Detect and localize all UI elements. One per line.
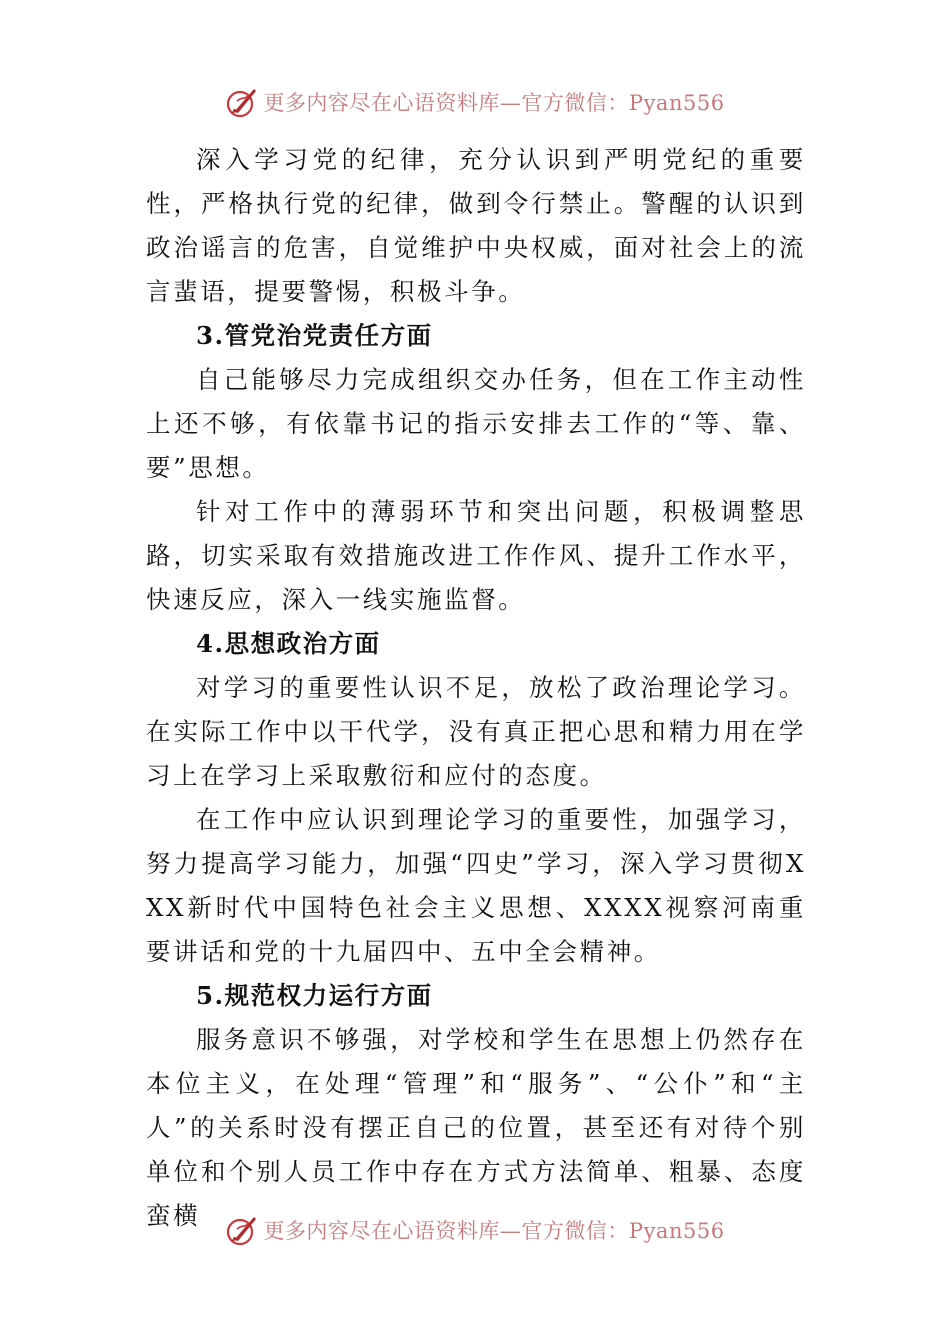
section-heading-4: 4.思想政治方面 xyxy=(196,629,381,658)
paragraph-responsibility-issue: 自己能够尽力完成组织交办任务，但在工作主动性上还不够，有依靠书记的指示安排去工作的“等、靠、要”思想。 xyxy=(146,365,806,482)
paragraph-study-measure: 在工作中应认识到理论学习的重要性，加强学习，努力提高学习能力，加强“四史”学习，深入学习贯彻XXX新时代中国特色社会主义思想、XXXX视察河南重要讲话和党的十九届四中、五中全会精神。 xyxy=(146,805,806,966)
quill-logo-icon xyxy=(225,85,259,119)
paragraph-power-issue: 服务意识不够强，对学校和学生在思想上仍然存在本位主义，在处理“管理”和“服务”、“公仆”和“主人”的关系时没有摆正自己的位置，甚至还有对待个别单位和个别人员工作中存在方式方法简单、粗暴、态度蛮横 xyxy=(146,1025,806,1230)
watermark-text: 更多内容尽在心语资料库—官方微信：Pyan556 xyxy=(263,1219,725,1243)
document-body xyxy=(146,138,806,1238)
section-heading-5: 5.规范权力运行方面 xyxy=(196,981,433,1010)
header-watermark xyxy=(0,82,950,122)
paragraph-responsibility-measure: 针对工作中的薄弱环节和突出问题，积极调整思路，切实采取有效措施改进工作作风、提升工作水平，快速反应，深入一线实施监督。 xyxy=(146,497,806,614)
watermark-text: 更多内容尽在心语资料库—官方微信：Pyan556 xyxy=(263,91,725,115)
section-heading-3: 3.管党治党责任方面 xyxy=(196,321,433,350)
paragraph-study-issue: 对学习的重要性认识不足，放松了政治理论学习。在实际工作中以干代学，没有真正把心思和精力用在学习上在学习上采取敷衍和应付的态度。 xyxy=(146,673,806,790)
paragraph-discipline: 深入学习党的纪律，充分认识到严明党纪的重要性，严格执行党的纪律，做到令行禁止。警醒的认识到政治谣言的危害，自觉维护中央权威，面对社会上的流言蜚语，提要警惕，积极斗争。 xyxy=(146,145,806,306)
footer-watermark xyxy=(0,1210,950,1250)
quill-logo-icon xyxy=(225,1213,259,1247)
